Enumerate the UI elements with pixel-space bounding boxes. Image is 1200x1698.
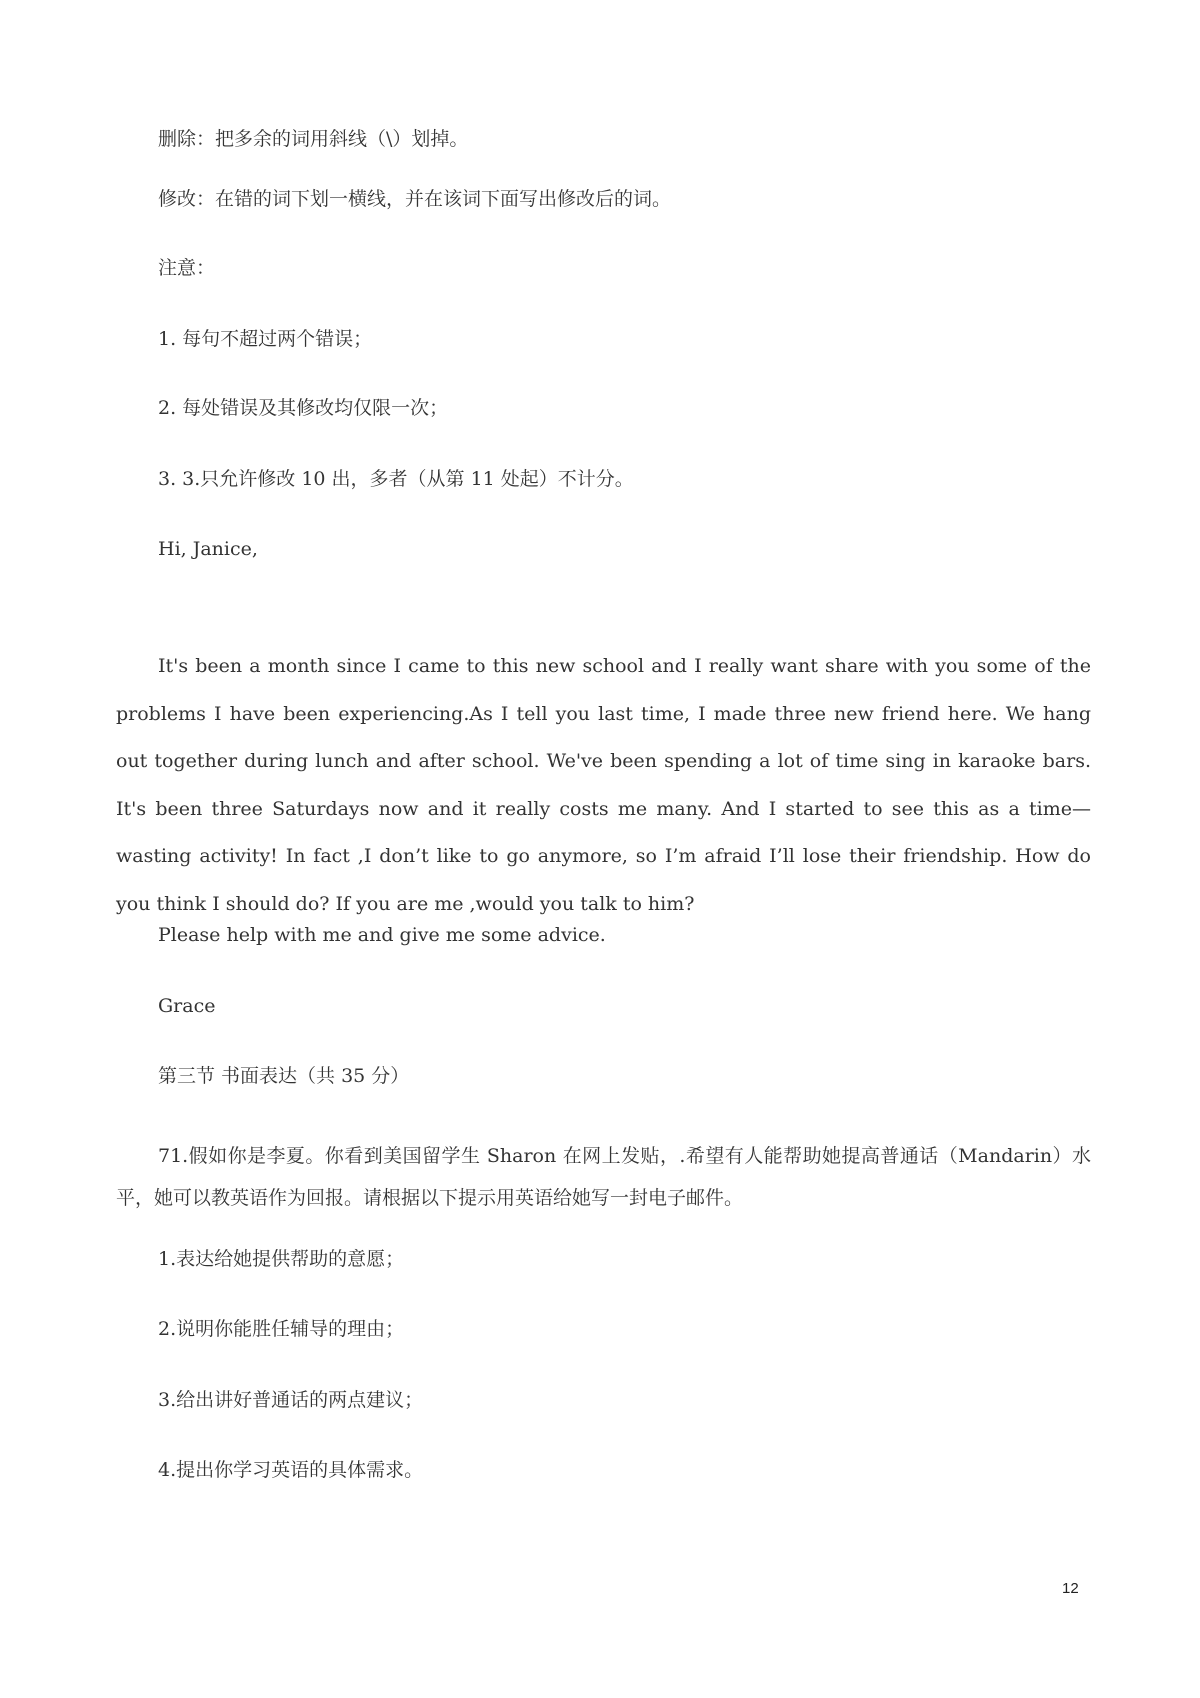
page-number: 12 [1062, 1580, 1079, 1597]
prompt-point-4: 4.提出你学习英语的具体需求。 [158, 1459, 424, 1481]
note-item-1: 1. 每句不超过两个错误； [158, 328, 373, 350]
prompt-point-1: 1.表达给她提供帮助的意愿； [158, 1248, 405, 1270]
note-item-3: 3. 3.只允许修改 10 出，多者（从第 11 处起）不计分。 [158, 468, 634, 490]
instruction-delete: 删除：把多余的词用斜线（\）划掉。 [158, 128, 469, 150]
letter-body: It's been a month since I came to this new school and I really want share with you some of the problems I have been experiencing.As I tell you last time, I made three new friend here. We hang out together during lunch and after school. We've been spending a lot of time sing in karaoke bars. It's been three Saturdays now and it really costs me many. And I started to see this as a time—wasting activity! In fact ,I don’t like to go anymore, so I’m afraid I’ll lose their friendship. How do you think I should do? If you are me ,would you talk to him? [116, 655, 1091, 915]
letter-signature: Grace [158, 995, 216, 1017]
note-heading: 注意： [158, 257, 216, 279]
instruction-modify: 修改：在错的词下划一横线，并在该词下面写出修改后的词。 [158, 188, 672, 210]
letter-request: Please help with me and give me some advice. [158, 924, 606, 946]
writing-prompt: 71.假如你是李夏。你看到美国留学生 Sharon 在网上发贴，.希望有人能帮助她提高普通话（Mandarin）水平，她可以教英语作为回报。请根据以下提示用英语给她写一封电子邮件。 [116, 1145, 1091, 1209]
note-item-2: 2. 每处错误及其修改均仅限一次； [158, 397, 449, 419]
prompt-point-3: 3.给出讲好普通话的两点建议； [158, 1389, 424, 1411]
prompt-point-2: 2.说明你能胜任辅导的理由； [158, 1318, 405, 1340]
section-heading: 第三节 书面表达（共 35 分） [158, 1065, 410, 1087]
letter-greeting: Hi, Janice, [158, 538, 258, 560]
